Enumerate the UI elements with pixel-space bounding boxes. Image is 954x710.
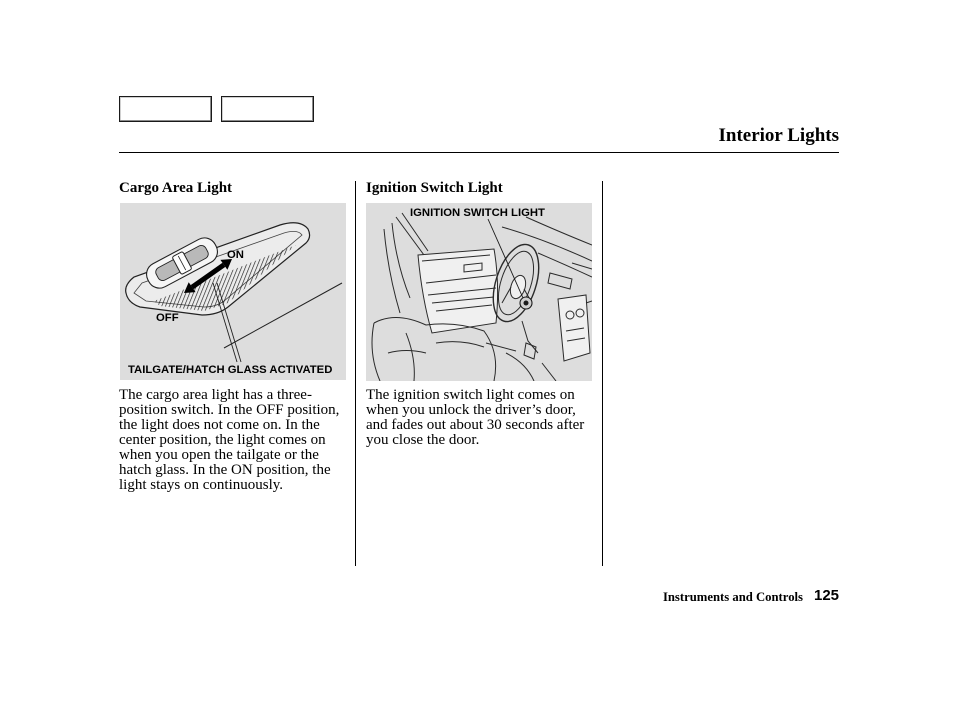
text-line: when you open the tailgate or the (119, 447, 319, 463)
text-line: The cargo area light has a three- (119, 387, 312, 403)
text-line: and fades out about 30 seconds after (366, 417, 585, 433)
nav-button-right[interactable] (221, 96, 314, 122)
column-divider-2 (602, 181, 603, 566)
cargo-light-paragraph (119, 388, 339, 493)
text-line: you close the door. (366, 432, 480, 448)
ignition-light-figure (366, 203, 592, 381)
switch-on-label: ON (227, 249, 244, 261)
text-line: center position, the light comes on (119, 432, 326, 448)
door-panel (418, 249, 498, 333)
text-line: The ignition switch light comes on (366, 387, 575, 403)
nav-button-left[interactable] (119, 96, 212, 122)
floor-pedals (486, 343, 556, 381)
cargo-figure-caption: TAILGATE/HATCH GLASS ACTIVATED (128, 364, 333, 376)
cargo-light-figure (120, 203, 346, 380)
text-line: when you unlock the driver’s door, (366, 402, 576, 418)
text-line: position switch. In the OFF position, (119, 402, 340, 418)
ignition-light-illustration (366, 203, 592, 381)
switch-off-label: OFF (156, 312, 179, 324)
cargo-light-heading: Cargo Area Light (119, 180, 233, 196)
text-line: the light does not come on. In the (119, 417, 320, 433)
page-number: 125 (814, 587, 840, 604)
ignition-figure-caption: IGNITION SWITCH LIGHT (410, 207, 545, 219)
page-title: Interior Lights (718, 125, 839, 146)
footer-section-name: Instruments and Controls (662, 590, 803, 604)
text-line: hatch glass. In the ON position, the (119, 462, 331, 478)
ignition-light-heading: Ignition Switch Light (366, 180, 503, 196)
text-line: light stays on continuously. (119, 477, 284, 493)
ignition-light-paragraph (366, 388, 584, 448)
cargo-light-illustration (120, 203, 346, 380)
ignition-switch (520, 297, 532, 309)
title-divider (119, 152, 839, 153)
column-divider-1 (355, 181, 356, 566)
